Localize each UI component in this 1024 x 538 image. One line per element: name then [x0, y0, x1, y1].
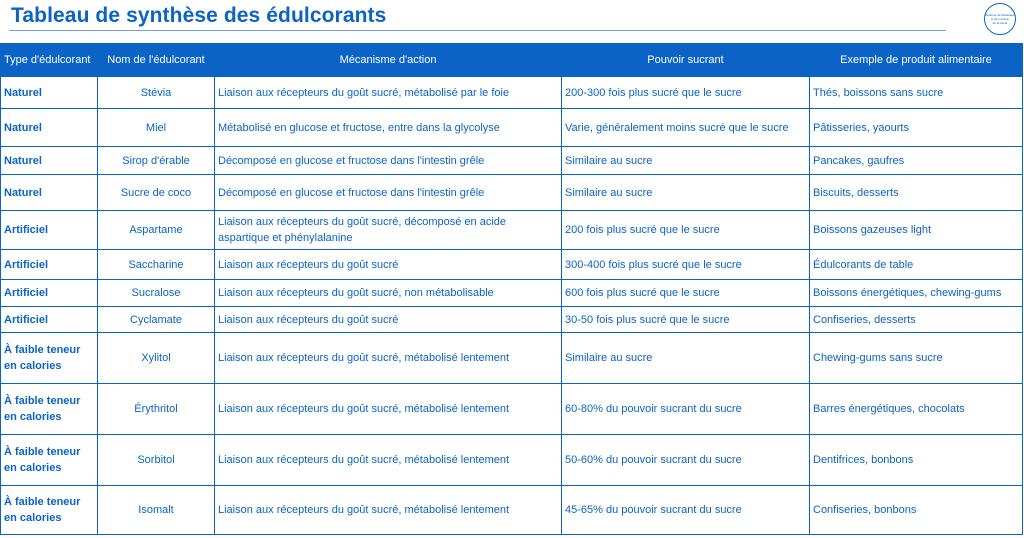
mechanism-cell: Liaison aux récepteurs du goût sucré	[215, 307, 562, 333]
type-cell: Naturel	[1, 147, 98, 175]
table-row	[1, 435, 1023, 486]
mechanism-cell: Liaison aux récepteurs du goût sucré, décomposé en acide aspartique et phénylalanine	[215, 211, 562, 250]
mechanism-cell: Liaison aux récepteurs du goût sucré, métabolisé lentement	[215, 435, 562, 486]
table-row	[1, 77, 1023, 109]
type-cell: Artificiel	[1, 250, 98, 280]
power-cell: Varie, généralement moins sucré que le sucre	[562, 109, 810, 147]
type-cell: À faible teneur en calories	[1, 486, 98, 535]
sweeteners-table	[0, 43, 1023, 535]
logo-text-line: et de nutrition	[990, 17, 1010, 21]
example-cell: Chewing-gums sans sucre	[810, 333, 1023, 384]
mechanism-cell: Décomposé en glucose et fructose dans l'intestin grêle	[215, 147, 562, 175]
example-cell: Thés, boissons sans sucre	[810, 77, 1023, 109]
power-cell: Similaire au sucre	[562, 147, 810, 175]
header-power: Pouvoir sucrant	[562, 44, 810, 77]
example-cell: Dentifrices, bonbons	[810, 435, 1023, 486]
type-cell: Naturel	[1, 77, 98, 109]
header-mechanism: Mécanisme d'action	[215, 44, 562, 77]
header-example: Exemple de produit alimentaire	[810, 44, 1023, 77]
logo-badge	[984, 3, 1016, 35]
name-cell: Saccharine	[98, 250, 215, 280]
example-cell: Barres énergétiques, chocolats	[810, 384, 1023, 435]
example-cell: Biscuits, desserts	[810, 175, 1023, 211]
name-cell: Cyclamate	[98, 307, 215, 333]
header-name: Nom de l'édulcorant	[98, 44, 215, 77]
type-cell: Artificiel	[1, 307, 98, 333]
type-cell: Artificiel	[1, 211, 98, 250]
power-cell: 60-80% du pouvoir sucrant du sucre	[562, 384, 810, 435]
power-cell: 30-50 fois plus sucré que le sucre	[562, 307, 810, 333]
name-cell: Isomalt	[98, 486, 215, 535]
power-cell: Similaire au sucre	[562, 175, 810, 211]
example-cell: Pâtisseries, yaourts	[810, 109, 1023, 147]
table-row	[1, 250, 1023, 280]
name-cell: Sucralose	[98, 280, 215, 307]
table-row	[1, 109, 1023, 147]
power-cell: 200-300 fois plus sucré que le sucre	[562, 77, 810, 109]
name-cell: Sirop d'érable	[98, 147, 215, 175]
type-cell: Artificiel	[1, 280, 98, 307]
name-cell: Érythritol	[98, 384, 215, 435]
mechanism-cell: Liaison aux récepteurs du goût sucré, métabolisé lentement	[215, 333, 562, 384]
table-header-row	[1, 44, 1023, 77]
name-cell: Aspartame	[98, 211, 215, 250]
power-cell: 600 fois plus sucré que le sucre	[562, 280, 810, 307]
page-title: Tableau de synthèse des édulcorants	[11, 4, 387, 27]
name-cell: Stévia	[98, 77, 215, 109]
logo-text-line: Diplôme de Diététique	[985, 13, 1015, 17]
mechanism-cell: Liaison aux récepteurs du goût sucré, non métabolisable	[215, 280, 562, 307]
power-cell: Similaire au sucre	[562, 333, 810, 384]
example-cell: Édulcorants de table	[810, 250, 1023, 280]
table-row	[1, 280, 1023, 307]
table-row	[1, 147, 1023, 175]
title-underline	[9, 30, 946, 31]
table-row	[1, 333, 1023, 384]
mechanism-cell: Métabolisé en glucose et fructose, entre dans la glycolyse	[215, 109, 562, 147]
example-cell: Boissons énergétiques, chewing-gums	[810, 280, 1023, 307]
table-row	[1, 211, 1023, 250]
name-cell: Miel	[98, 109, 215, 147]
power-cell: 45-65% du pouvoir sucrant du sucre	[562, 486, 810, 535]
power-cell: 200 fois plus sucré que le sucre	[562, 211, 810, 250]
name-cell: Sucre de coco	[98, 175, 215, 211]
mechanism-cell: Liaison aux récepteurs du goût sucré, métabolisé par le foie	[215, 77, 562, 109]
table-row	[1, 486, 1023, 535]
power-cell: 50-60% du pouvoir sucrant du sucre	[562, 435, 810, 486]
example-cell: Boissons gazeuses light	[810, 211, 1023, 250]
mechanism-cell: Liaison aux récepteurs du goût sucré, métabolisé lentement	[215, 486, 562, 535]
example-cell: Pancakes, gaufres	[810, 147, 1023, 175]
header-type: Type d'édulcorant	[1, 44, 98, 77]
type-cell: À faible teneur en calories	[1, 333, 98, 384]
table-row	[1, 307, 1023, 333]
example-cell: Confiseries, bonbons	[810, 486, 1023, 535]
type-cell: Naturel	[1, 109, 98, 147]
logo-text-line: de la santé	[992, 21, 1008, 25]
name-cell: Xylitol	[98, 333, 215, 384]
type-cell: À faible teneur en calories	[1, 435, 98, 486]
table-row	[1, 384, 1023, 435]
mechanism-cell: Décomposé en glucose et fructose dans l'intestin grêle	[215, 175, 562, 211]
mechanism-cell: Liaison aux récepteurs du goût sucré, métabolisé lentement	[215, 384, 562, 435]
name-cell: Sorbitol	[98, 435, 215, 486]
type-cell: Naturel	[1, 175, 98, 211]
type-cell: À faible teneur en calories	[1, 384, 98, 435]
example-cell: Confiseries, desserts	[810, 307, 1023, 333]
power-cell: 300-400 fois plus sucré que le sucre	[562, 250, 810, 280]
mechanism-cell: Liaison aux récepteurs du goût sucré	[215, 250, 562, 280]
table-row	[1, 175, 1023, 211]
